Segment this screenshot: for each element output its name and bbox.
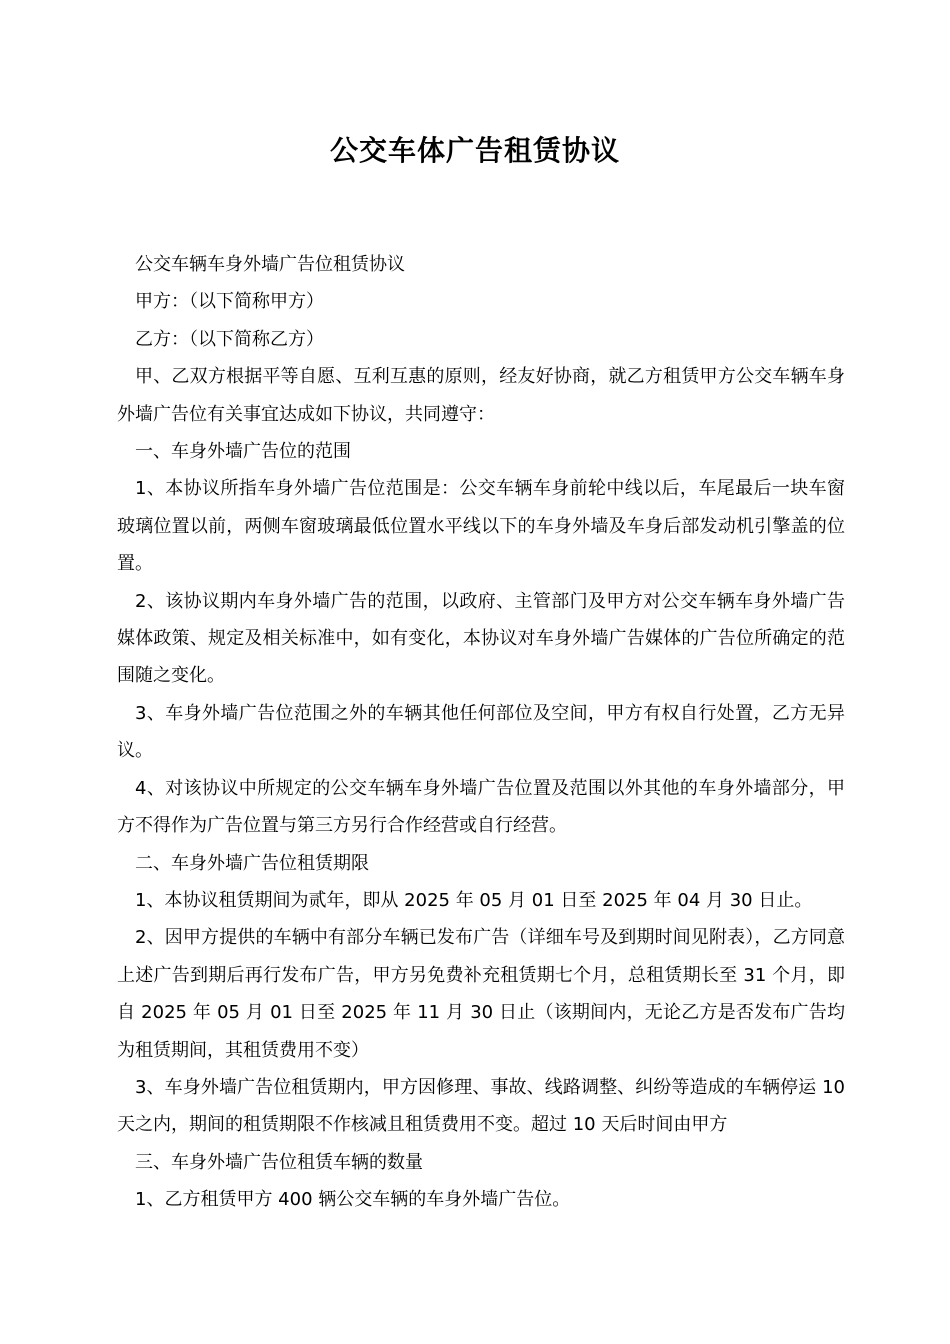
paragraph-party-b: 乙方：（以下简称乙方） xyxy=(135,328,324,350)
clause-1-2: 2、该协议期内车身外墙广告的范围，以政府、主管部门及甲方对公交车辆车身外墙广告媒体政策、规定及相关标准中，如有变化，本协议对车身外墙广告媒体的广告位所确定的范围随之变化。 xyxy=(117,590,845,687)
clause-2-3: 3、车身外墙广告位租赁期内，甲方因修理、事故、线路调整、纠纷等造成的车辆停运 10 天之内，期间的租赁期限不作核减且租赁费用不变。超过 10 天后时间由甲方 xyxy=(117,1076,845,1136)
document-body xyxy=(117,246,845,1219)
section-heading-3: 三、车身外墙广告位租赁车辆的数量 xyxy=(135,1151,423,1173)
clause-2-2: 2、因甲方提供的车辆中有部分车辆已发布广告（详细车号及到期时间见附表），乙方同意上述广告到期后再行发布广告，甲方另免费补充租赁期七个月，总租赁期长至 31 个月，即自 2025 年 05 月 01 日至 2025 年 11 月 30 日止（该期间内，无论乙方是否发布广告均为租赁期间，其租赁费用不变） xyxy=(117,927,845,1061)
section-heading-2: 二、车身外墙广告位租赁期限 xyxy=(135,852,369,874)
clause-1-3: 3、车身外墙广告位范围之外的车辆其他任何部位及空间，甲方有权自行处置，乙方无异议。 xyxy=(117,702,845,762)
clause-1-1: 1、本协议所指车身外墙广告位范围是：公交车辆车身前轮中线以后，车尾最后一块车窗玻璃位置以前，两侧车窗玻璃最低位置水平线以下的车身外墙及车身后部发动机引擎盖的位置。 xyxy=(117,478,845,575)
clause-3-1: 1、乙方租赁甲方 400 辆公交车辆的车身外墙广告位。 xyxy=(135,1189,571,1211)
section-heading-1: 一、车身外墙广告位的范围 xyxy=(135,441,351,463)
paragraph-party-a: 甲方：（以下简称甲方） xyxy=(135,291,324,313)
clause-2-1: 1、本协议租赁期间为贰年，即从 2025 年 05 月 01 日至 2025 年 04 月 30 日止。 xyxy=(135,889,813,911)
clause-1-4: 4、对该协议中所规定的公交车辆车身外墙广告位置及范围以外其他的车身外墙部分，甲方不得作为广告位置与第三方另行合作经营或自行经营。 xyxy=(117,777,845,837)
document-title: 公交车体广告租赁协议 xyxy=(329,134,620,167)
paragraph-subtitle: 公交车辆车身外墙广告位租赁协议 xyxy=(135,254,405,275)
paragraph-preamble: 甲、乙双方根据平等自愿、互利互惠的原则，经友好协商，就乙方租赁甲方公交车辆车身外墙广告位有关事宜达成如下协议，共同遵守： xyxy=(117,366,845,425)
